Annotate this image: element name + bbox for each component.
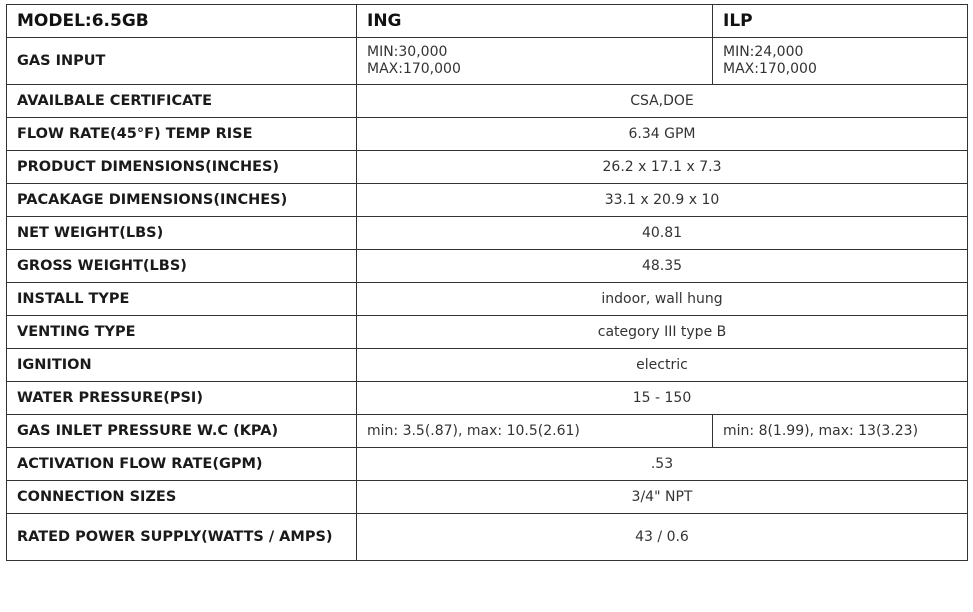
activation-flow-value: .53 [357, 448, 968, 481]
gas-input-ilp-max: MAX:170,000 [723, 61, 817, 77]
table-row [7, 184, 968, 217]
row-label-gas-input: GAS INPUT [7, 38, 357, 85]
table-row [7, 382, 968, 415]
table-row [7, 448, 968, 481]
table-row [7, 316, 968, 349]
ing-column-header: ING [357, 5, 713, 38]
connection-sizes-value: 3/4" NPT [357, 481, 968, 514]
table-row [7, 151, 968, 184]
ignition-value: electric [357, 349, 968, 382]
row-label-venting-type: VENTING TYPE [7, 316, 357, 349]
row-label-flow-rate: FLOW RATE(45°F) TEMP RISE [7, 118, 357, 151]
row-label-connection-sizes: CONNECTION SIZES [7, 481, 357, 514]
row-label-water-pressure: WATER PRESSURE(PSI) [7, 382, 357, 415]
water-pressure-value: 15 - 150 [357, 382, 968, 415]
table-row [7, 415, 968, 448]
rated-power-value: 43 / 0.6 [357, 514, 968, 561]
flow-rate-value: 6.34 GPM [357, 118, 968, 151]
row-label-activation-flow: ACTIVATION FLOW RATE(GPM) [7, 448, 357, 481]
gas-input-ing [357, 38, 713, 85]
package-dimensions-value: 33.1 x 20.9 x 10 [357, 184, 968, 217]
row-label-ignition: IGNITION [7, 349, 357, 382]
product-dimensions-value: 26.2 x 17.1 x 7.3 [357, 151, 968, 184]
gas-inlet-ilp: min: 8(1.99), max: 13(3.23) [713, 415, 968, 448]
table-row [7, 217, 968, 250]
venting-type-value: category III type B [357, 316, 968, 349]
net-weight-value: 40.81 [357, 217, 968, 250]
table-row [7, 481, 968, 514]
install-type-value: indoor, wall hung [357, 283, 968, 316]
row-label-certificate: AVAILBALE CERTIFICATE [7, 85, 357, 118]
table-row [7, 38, 968, 85]
gas-input-ing-min: MIN:30,000 [367, 44, 448, 60]
gas-inlet-ing: min: 3.5(.87), max: 10.5(2.61) [357, 415, 713, 448]
row-label-package-dimensions: PACAKAGE DIMENSIONS(INCHES) [7, 184, 357, 217]
row-label-net-weight: NET WEIGHT(LBS) [7, 217, 357, 250]
table-row [7, 250, 968, 283]
table-row [7, 283, 968, 316]
row-label-rated-power: RATED POWER SUPPLY(WATTS / AMPS) [7, 514, 357, 561]
table-row [7, 85, 968, 118]
table-row [7, 514, 968, 561]
row-label-gas-inlet-pressure: GAS INLET PRESSURE W.C (KPA) [7, 415, 357, 448]
model-header: MODEL:6.5GB [7, 5, 357, 38]
certificate-value: CSA,DOE [357, 85, 968, 118]
ilp-column-header: ILP [713, 5, 968, 38]
table-row [7, 118, 968, 151]
row-label-install-type: INSTALL TYPE [7, 283, 357, 316]
gas-input-ilp [713, 38, 968, 85]
gross-weight-value: 48.35 [357, 250, 968, 283]
table-header-row [7, 5, 968, 38]
table-row [7, 349, 968, 382]
gas-input-ing-max: MAX:170,000 [367, 61, 461, 77]
spec-table [6, 4, 968, 561]
gas-input-ilp-min: MIN:24,000 [723, 44, 804, 60]
row-label-product-dimensions: PRODUCT DIMENSIONS(INCHES) [7, 151, 357, 184]
row-label-gross-weight: GROSS WEIGHT(LBS) [7, 250, 357, 283]
